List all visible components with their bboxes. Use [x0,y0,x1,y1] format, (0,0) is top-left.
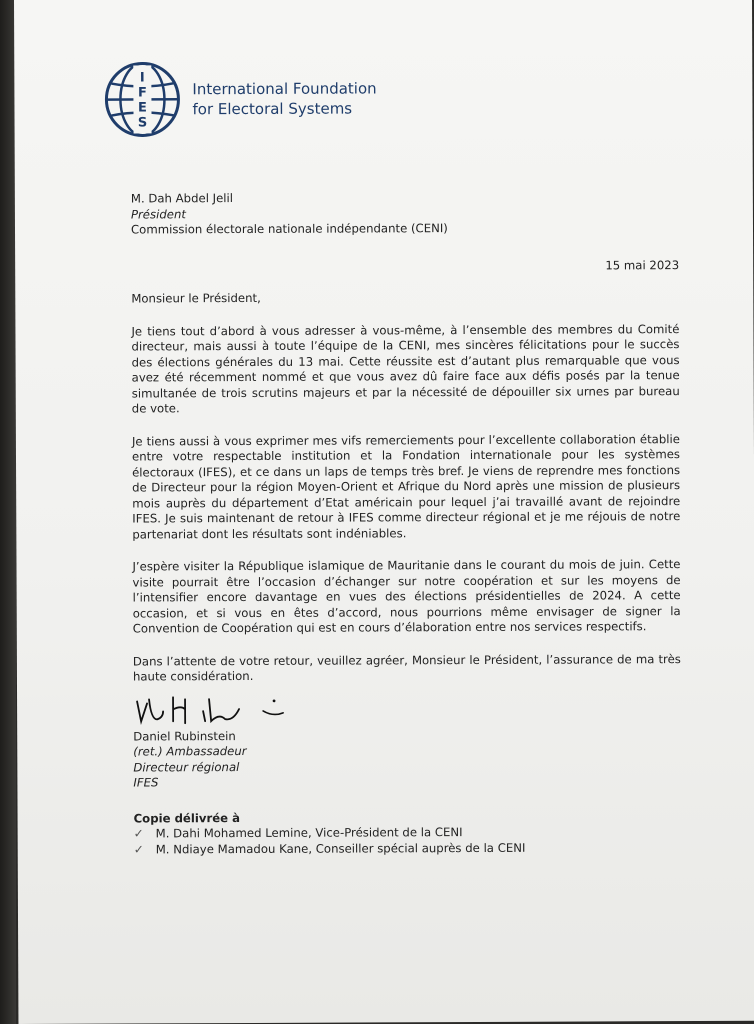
recipient-title: Président [130,206,186,221]
copy-recipient-label: M. Ndiaye Mamadou Kane, Conseiller spécial auprès de la CENI [155,840,526,856]
salutation: Monsieur le Président, [131,290,261,306]
paragraph-3: J’espère visiter la République islamique de Mauritanie dans le courant du mois de juin. Cette visite pourrait être l’occasion d’échanger sur notre coopération et sur les moyens de l’intensifier encore davantage en vues des élections présidentielles de 2024. A cette occasion, et si vous en êtes d’accord, nous pourrions même envisager de signer la Convention de Coopération qui est en cours d’élaboration entre nos services respectifs. [132,557,681,636]
handwritten-signature [133,689,681,727]
recipient-organization: Commission électorale nationale indépendante (CENI) [130,221,448,237]
svg-text:S: S [137,115,148,131]
paragraph-2: Je tiens aussi à vous exprimer mes vifs remerciements pour l’excellente collaboration établie entre votre respectable institution et la Fondation internationale pour les systèmes électoraux (IFES), et ce dans un laps de temps très bref. Je viens de reprendre mes fonctions de Directeur pour la région Moyen-Orient et Afrique du Nord après une mission de plusieurs mois auprès du département d’Etat américain pour lequel j’ai travaillé avant de rejoindre IFES. Je suis maintenant de retour à IFES comme directeur régional et je me réjouis de notre partenariat dont les résultats sont indéniables. [131,431,681,541]
signer-name: Daniel Rubinstein [133,728,236,743]
paragraph-closing: Dans l’attente de votre retour, veuillez agréer, Monsieur le Président, l’assurance de ma très haute considération. [132,651,681,684]
letterhead [102,58,377,139]
checkmark-icon: ✓ [133,826,144,841]
checkmark-icon: ✓ [133,841,144,856]
ifes-globe-logo-icon [102,59,182,139]
recipient-name: M. Dah Abdel Jelil [130,191,234,206]
signer-org: IFES [133,775,159,790]
org-name [192,78,376,119]
svg-text:E: E [137,100,147,116]
org-name-line1: International Foundation [192,79,377,99]
background-edge [0,0,16,1024]
copy-recipient-label: M. Dahi Mohamed Lemine, Vice-Président de la CENI [155,825,463,841]
letter-body [131,189,682,857]
signer-role: Directeur régional [133,759,240,774]
paragraph-1: Je tiens tout d’abord à vous adresser à vous-même, à l’ensemble des membres du Comité directeur, mais aussi à toute l’équipe de la CENI, mes sincères félicitations pour le succès des élections générales du 13 mai. Cette réussite est d’autant plus remarquable que vous avez été récemment nommé et que vous avez dû faire face aux défis posés par la tenue simultanée de trois scrutins majeurs et par la nécessité de dépouiller six urnes par bureau de vote. [131,321,680,416]
signer-rank: (ret.) Ambassadeur [133,743,247,759]
letter-date: 15 mai 2023 [605,257,680,272]
signer-block [133,727,681,791]
svg-text:I: I [139,70,145,86]
letter-page [14,0,754,1024]
org-name-line2: for Electoral Systems [192,99,353,119]
recipient-address [131,189,679,238]
copy-recipient-2 [134,840,682,858]
svg-text:F: F [137,85,147,101]
copies-title: Copie délivrée à [133,810,241,825]
